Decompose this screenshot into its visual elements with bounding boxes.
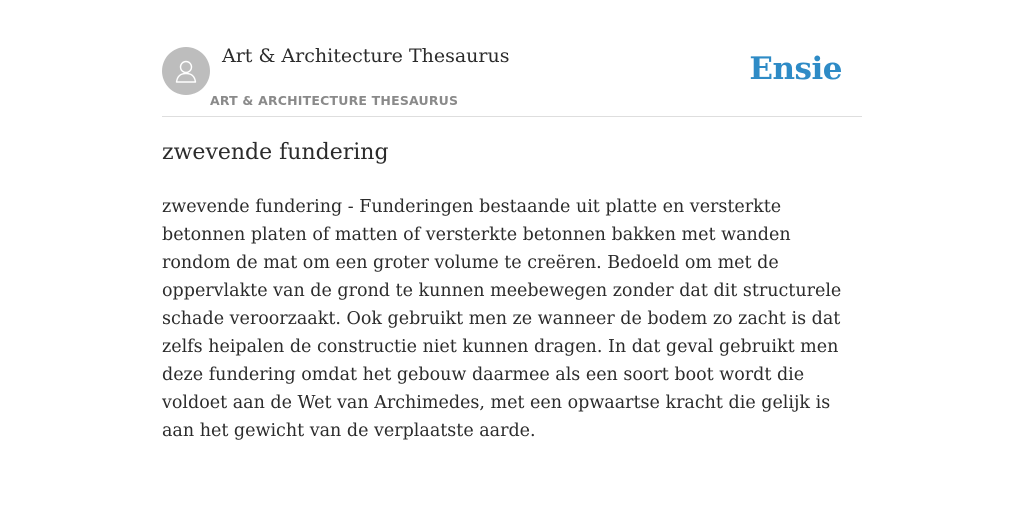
author-subtitle[interactable]: ART & ARCHITECTURE THESAURUS [210,93,459,108]
entry-definition: zwevende fundering - Funderingen bestaande uit platte en versterkte betonnen platen of matten of versterkte betonnen bakken met wanden rondom de mat om een groter volume te creëren. Bedoeld om met de oppervlakte van de grond te kunnen meebewegen zonder dat dit structurele schade veroorzaakt. Ook gebruikt men ze wanneer de bodem zo zacht is dat zelfs heipalen de constructie niet kunnen dragen. In dat geval gebruikt men deze fundering omdat het gebouw daarmee als een soort boot wordt die voldoet aan de Wet van Archimedes, met een opwaartse kracht die gelijk is aan het gewicht van de verplaatste aarde. [162,197,842,441]
author-avatar[interactable] [162,47,210,95]
brand-logo[interactable]: Ensie [749,51,842,87]
user-icon [171,56,201,86]
header [162,0,862,117]
content-container [162,0,862,441]
entry-title: zwevende fundering [162,140,389,165]
author-name[interactable]: Art & Architecture Thesaurus [222,45,510,67]
